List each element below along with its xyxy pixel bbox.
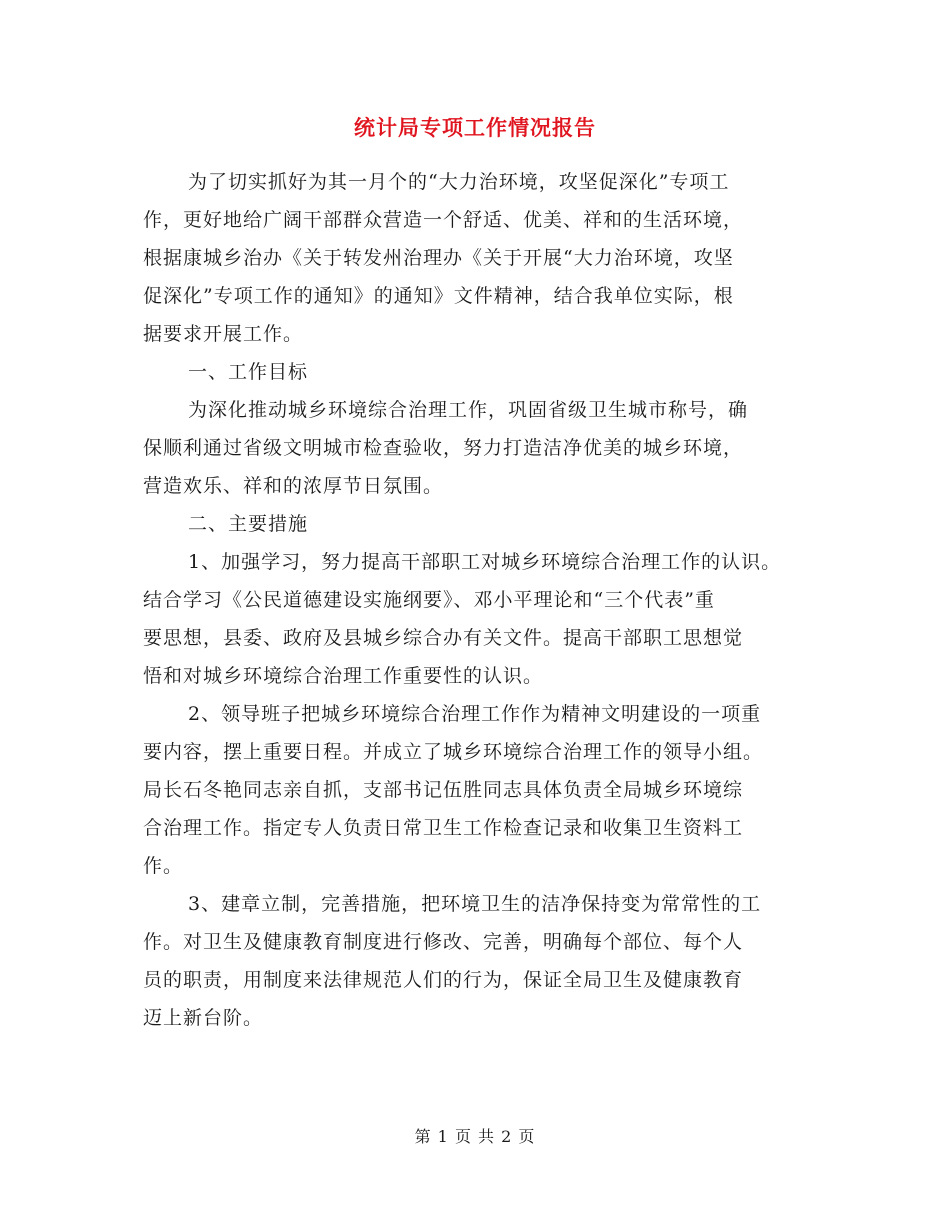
- text-line: 作。: [143, 855, 184, 877]
- text-line: 要内容，摆上重要日程。并成立了城乡环境综合治理工作的领导小组。: [143, 741, 764, 763]
- text-line: 结合学习《公民道德建设实施纲要》、邓小平理论和“三个代表”重: [143, 589, 715, 611]
- text-line: 营造欢乐、祥和的浓厚节日氛围。: [143, 475, 444, 497]
- text-line: 1、加强学习，努力提高干部职工对城乡环境综合治理工作的认识。: [188, 551, 782, 573]
- text-line: 二、主要措施: [188, 513, 309, 535]
- text-line: 为深化推动城乡环境综合治理工作，巩固省级卫生城市称号，确: [188, 399, 749, 421]
- text-line: 保顺利通过省级文明城市检查验收，努力打造洁净优美的城乡环境，: [143, 437, 744, 459]
- text-line: 悟和对城乡环境综合治理工作重要性的认识。: [143, 665, 544, 687]
- text-line: 2、领导班子把城乡环境综合治理工作作为精神文明建设的一项重: [188, 703, 762, 725]
- document-title: 统计局专项工作情况报告: [354, 115, 596, 140]
- text-line: 作。对卫生及健康教育制度进行修改、完善，明确每个部位、每个人: [143, 931, 744, 953]
- text-line: 员的职责，用制度来法律规范人们的行为，保证全局卫生及健康教育: [143, 969, 744, 991]
- text-line: 为了切实抓好为其一月个的“大力治环境，攻坚促深化”专项工: [188, 171, 730, 193]
- text-line: 要思想，县委、政府及县城乡综合办有关文件。提高干部职工思想觉: [143, 627, 744, 649]
- text-line: 作，更好地给广阔干部群众营造一个舒适、优美、祥和的生活环境，: [143, 209, 744, 231]
- text-line: 合治理工作。指定专人负责日常卫生工作检查记录和收集卫生资料工: [143, 817, 744, 839]
- text-line: 一、工作目标: [188, 361, 309, 383]
- text-line: 促深化”专项工作的通知》的通知》文件精神，结合我单位实际，根: [143, 285, 734, 307]
- text-line: 据要求开展工作。: [143, 323, 304, 345]
- text-line: 根据康城乡治办《关于转发州治理办《关于开展“大力治环境，攻坚: [143, 247, 734, 269]
- page-footer: 第 1 页 共 2 页: [414, 1127, 536, 1146]
- text-line: 3、建章立制，完善措施，把环境卫生的洁净保持变为常常性的工: [188, 893, 762, 915]
- text-line: 迈上新台阶。: [143, 1007, 264, 1029]
- document-body: [143, 163, 808, 1037]
- text-line: 局长石冬艳同志亲自抓，支部书记伍胜同志具体负责全局城乡环境综: [143, 779, 744, 801]
